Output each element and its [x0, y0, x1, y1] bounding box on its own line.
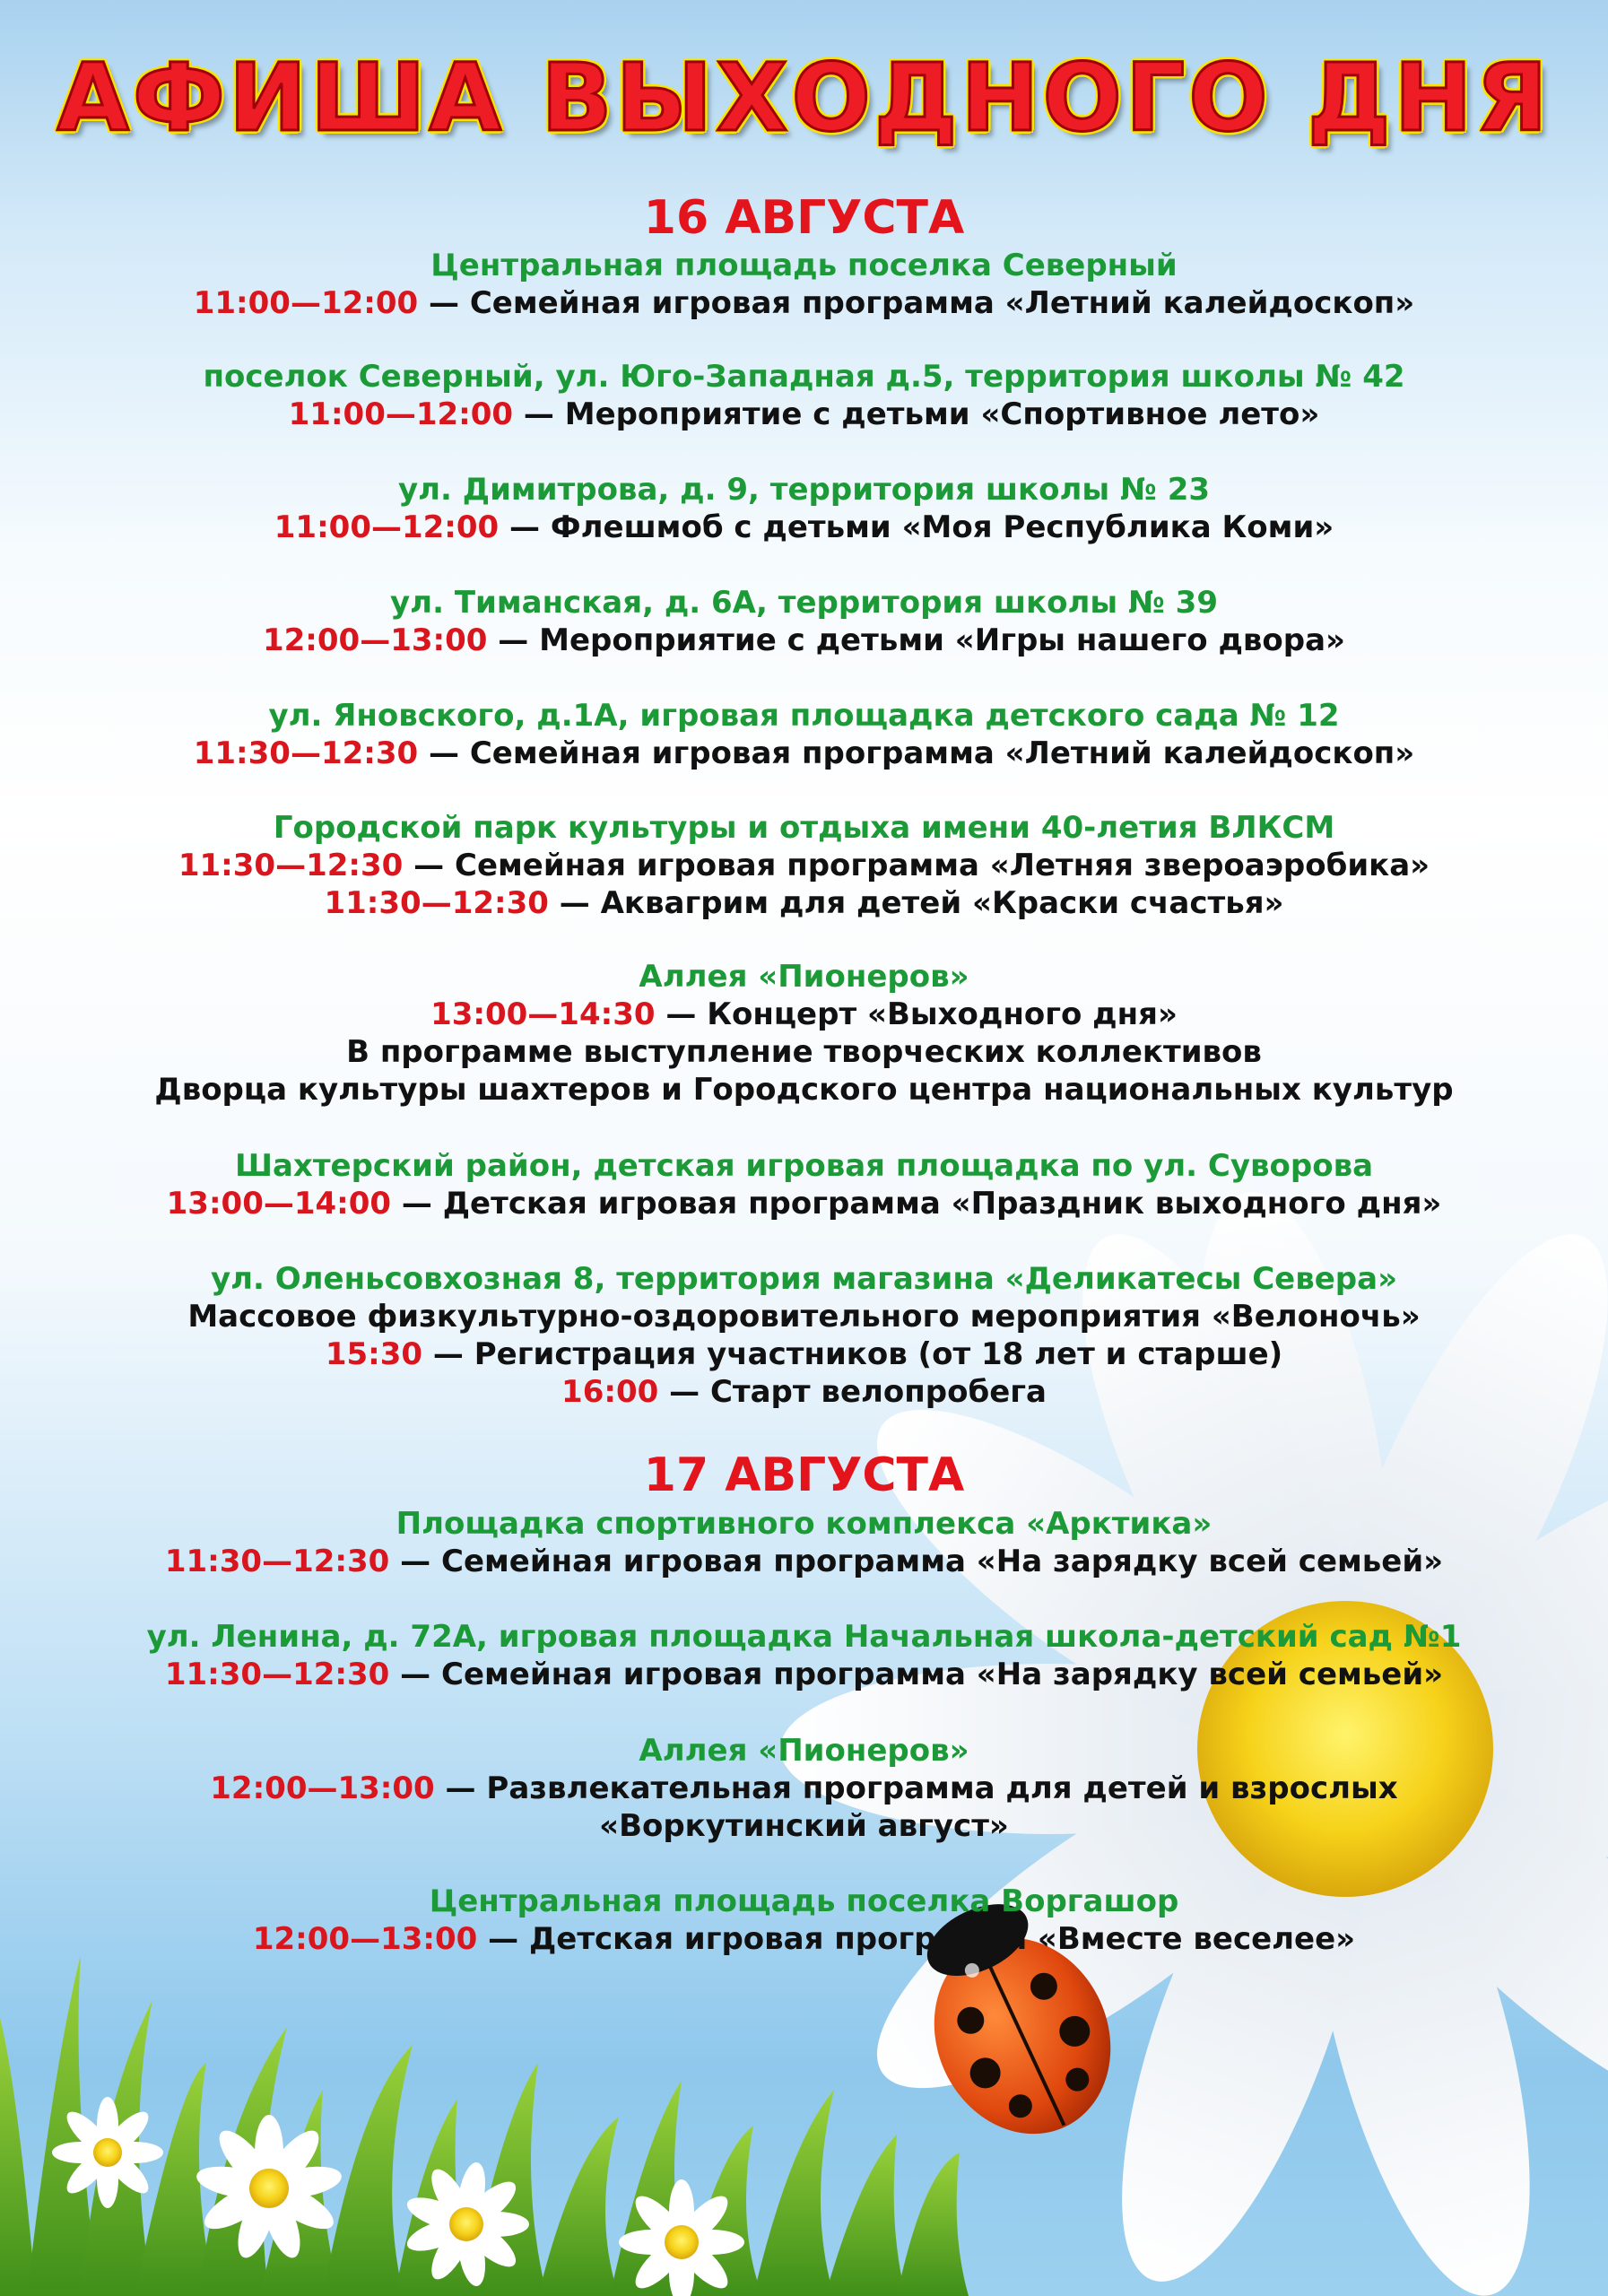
event-time: 12:00—13:00	[262, 622, 488, 658]
event-line: 11:00—12:00 — Флешмоб с детьми «Моя Республика Коми»	[274, 509, 1334, 545]
event-time: 12:00—13:00	[252, 1921, 478, 1957]
event-line: 11:30—12:30 — Семейная игровая программа «Летний калейдоскоп»	[193, 735, 1415, 771]
event-text: Семейная игровая программа «Летний калейдоскоп»	[469, 285, 1415, 321]
event-text: Детская игровая программа «Праздник выходного дня»	[442, 1186, 1442, 1222]
event-time: 11:30—12:30	[193, 735, 419, 771]
event-time: 16:00	[561, 1374, 659, 1410]
event-line: 11:00—12:00 — Мероприятие с детьми «Спортивное лето»	[288, 396, 1320, 432]
event-text: Концерт «Выходного дня»	[707, 996, 1178, 1032]
event-text: Мероприятие с детьми «Спортивное лето»	[564, 396, 1320, 432]
event-line: 11:30—12:30 — Семейная игровая программа «На зарядку всей семьей»	[164, 1657, 1444, 1692]
event-line: 16:00 — Старт велопробега	[561, 1374, 1047, 1410]
event-line: 12:00—13:00 — Детская игровая программа «Вместе веселее»	[252, 1921, 1356, 1957]
venue-line: Городской парк культуры и отдыха имени 40-летия ВЛКСМ	[273, 810, 1335, 846]
event-time: 13:00—14:30	[430, 996, 656, 1032]
venue-line: ул. Димитрова, д. 9, территория школы № 23	[397, 472, 1211, 508]
date-heading: 17 АВГУСТА	[643, 1448, 965, 1502]
venue-line: Аллея «Пионеров»	[639, 1733, 969, 1769]
event-time: 12:00—13:00	[210, 1770, 435, 1806]
venue-line: Центральная площадь поселка Воргашор	[429, 1883, 1179, 1919]
venue-line: ул. Оленьсовхозная 8, территория магазина «Деликатесы Севера»	[210, 1261, 1398, 1297]
event-line: 12:00—13:00 — Мероприятие с детьми «Игры нашего двора»	[262, 622, 1346, 658]
event-time: 11:30—12:30	[178, 848, 404, 883]
event-line: 11:30—12:30 — Аквагрим для детей «Краски счастья»	[324, 885, 1284, 921]
event-line: 11:30—12:30 — Семейная игровая программа «Летняя звероаэробика»	[178, 848, 1430, 883]
event-note: В программе выступление творческих коллективов	[346, 1034, 1262, 1070]
venue-line: Площадка спортивного комплекса «Арктика»	[395, 1506, 1213, 1542]
event-line: 13:00—14:30 — Концерт «Выходного дня»	[430, 996, 1178, 1032]
event-text: Развлекательная программа для детей и взрослых	[486, 1770, 1398, 1806]
event-text: Старт велопробега	[709, 1374, 1047, 1410]
venue-line: Шахтерский район, детская игровая площадка по ул. Суворова	[234, 1148, 1374, 1184]
event-time: 13:00—14:00	[166, 1186, 392, 1222]
event-line: 13:00—14:00 — Детская игровая программа «Праздник выходного дня»	[166, 1186, 1442, 1222]
venue-line: ул. Яновского, д.1А, игровая площадка детского сада № 12	[268, 698, 1340, 734]
poster-title: АФИША ВЫХОДНОГО ДНЯ	[56, 43, 1552, 152]
event-time: 15:30	[325, 1336, 423, 1372]
event-text: Регистрация участников (от 18 лет и старше)	[474, 1336, 1283, 1372]
event-time: 11:30—12:30	[324, 885, 549, 921]
venue-line: Центральная площадь поселка Северный	[430, 248, 1178, 283]
venue-line: поселок Северный, ул. Юго-Западная д.5, территория школы № 42	[203, 359, 1405, 395]
venue-line: ул. Ленина, д. 72А, игровая площадка Начальная школа-детский сад №1	[146, 1619, 1462, 1655]
event-text: Мероприятие с детьми «Игры нашего двора»	[539, 622, 1346, 658]
event-text: Детская игровая программа «Вместе веселее»	[528, 1921, 1356, 1957]
event-time: 11:30—12:30	[164, 1544, 390, 1579]
event-time: 11:00—12:00	[193, 285, 419, 321]
event-text: Семейная игровая программа «Летняя звероаэробика»	[455, 848, 1430, 883]
venue-line: Аллея «Пионеров»	[639, 959, 969, 995]
event-line: 11:00—12:00 — Семейная игровая программа «Летний калейдоскоп»	[193, 285, 1415, 321]
event-text: Семейная игровая программа «На зарядку всей семьей»	[441, 1657, 1444, 1692]
event-line: 12:00—13:00 — Развлекательная программа для детей и взрослых	[210, 1770, 1398, 1806]
event-time: 11:30—12:30	[164, 1657, 390, 1692]
event-time: 11:00—12:00	[274, 509, 500, 545]
event-line: 15:30 — Регистрация участников (от 18 лет и старше)	[325, 1336, 1283, 1372]
event-text: Семейная игровая программа «Летний калейдоскоп»	[469, 735, 1415, 771]
event-text: Аквагрим для детей «Краски счастья»	[600, 885, 1284, 921]
date-heading: 16 АВГУСТА	[643, 191, 965, 245]
venue-line: ул. Тиманская, д. 6А, территория школы № 39	[390, 585, 1218, 621]
event-note: Дворца культуры шахтеров и Городского центра национальных культур	[154, 1072, 1454, 1108]
event-note: Массовое физкультурно-оздоровительного мероприятия «Велоночь»	[187, 1299, 1421, 1335]
event-text: Флешмоб с детьми «Моя Республика Коми»	[550, 509, 1334, 545]
event-time: 11:00—12:00	[288, 396, 514, 432]
event-text: Семейная игровая программа «На зарядку всей семьей»	[441, 1544, 1444, 1579]
event-note: «Воркутинский август»	[599, 1808, 1009, 1844]
event-line: 11:30—12:30 — Семейная игровая программа «На зарядку всей семьей»	[164, 1544, 1444, 1579]
